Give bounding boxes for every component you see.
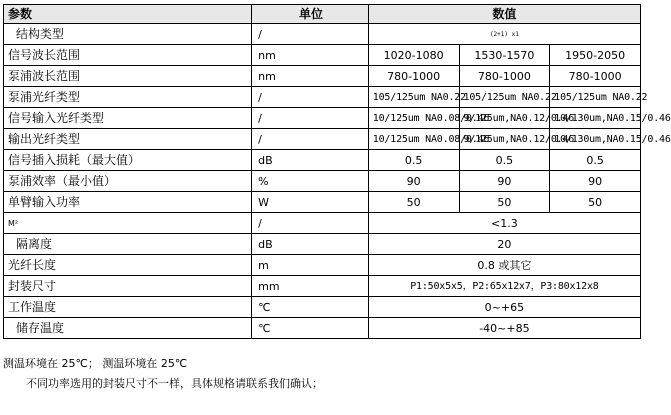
table-row [4, 45, 641, 66]
row-label: 光纤长度 [4, 255, 252, 276]
row-unit: / [252, 108, 369, 129]
table-row [4, 213, 641, 234]
row-unit: % [252, 171, 369, 192]
row-label: 信号插入损耗（最大值） [4, 150, 252, 171]
table-row [4, 234, 641, 255]
row-value: 0.5 [459, 150, 550, 171]
row-label: 隔离度 [4, 234, 252, 255]
row-value: (2+1) x1 [368, 24, 640, 45]
row-value: 780-1000 [368, 66, 459, 87]
table-row [4, 87, 641, 108]
row-unit: nm [252, 45, 369, 66]
row-unit: / [252, 129, 369, 150]
row-value: 90 [550, 171, 641, 192]
row-unit: / [252, 24, 369, 45]
row-value: 780-1000 [550, 66, 641, 87]
table-row [4, 255, 641, 276]
row-value: <1.3 [368, 213, 640, 234]
row-value: 0.5 [368, 150, 459, 171]
footnote-1: 测温环境在 25℃； 测温环境在 25℃ [3, 357, 188, 370]
row-unit: dB [252, 234, 369, 255]
row-label: 泵浦波长范围 [4, 66, 252, 87]
row-value: P1:50x5x5，P2:65x12x7，P3:80x12x8 [368, 276, 640, 297]
row-label: 封装尺寸 [4, 276, 252, 297]
table-row [4, 192, 641, 213]
row-value: 10/125um NA0.08/0.46 [368, 129, 459, 150]
row-unit: W [252, 192, 369, 213]
row-value: 780-1000 [459, 66, 550, 87]
header-unit: 单位 [252, 5, 369, 24]
row-value: 105/125um NA0.22 [459, 87, 550, 108]
row-label: 泵浦光纤类型 [4, 87, 252, 108]
row-unit: ℃ [252, 297, 369, 318]
row-value: 10/130um,NA0.15/0.46 [550, 129, 641, 150]
table-row [4, 108, 641, 129]
row-value: 105/125um NA0.22 [368, 87, 459, 108]
row-unit: / [252, 87, 369, 108]
table-row [4, 66, 641, 87]
row-value: 90 [368, 171, 459, 192]
row-unit: mm [252, 276, 369, 297]
row-label: 信号输入光纤类型 [4, 108, 252, 129]
row-label: 单臂输入功率 [4, 192, 252, 213]
row-value: 20 [368, 234, 640, 255]
row-value: 1020-1080 [368, 45, 459, 66]
row-value: 105/125um NA0.22 [550, 87, 641, 108]
row-unit: dB [252, 150, 369, 171]
row-label: 输出光纤类型 [4, 129, 252, 150]
row-value: 0~+65 [368, 297, 640, 318]
header-row [4, 5, 641, 24]
row-value: 50 [459, 192, 550, 213]
table-row [4, 171, 641, 192]
table-row [4, 24, 641, 45]
row-label: 信号波长范围 [4, 45, 252, 66]
spec-table [3, 4, 671, 339]
row-label: 储存温度 [4, 318, 252, 339]
row-unit: ℃ [252, 318, 369, 339]
row-label: 结构类型 [4, 24, 252, 45]
row-value: 90 [459, 171, 550, 192]
row-value: 9/125um,NA0.12/0.46 [459, 108, 550, 129]
row-value: 10/125um NA0.08/0.46 [368, 108, 459, 129]
row-value: 0.8 或其它 [368, 255, 640, 276]
row-label: 泵浦效率（最小值） [4, 171, 252, 192]
row-value: 10/130um,NA0.15/0.46 [550, 108, 641, 129]
table-row [4, 150, 641, 171]
table-row [4, 297, 641, 318]
table-row [4, 276, 641, 297]
row-unit: m [252, 255, 369, 276]
row-value: 1530-1570 [459, 45, 550, 66]
row-value: 1950-2050 [550, 45, 641, 66]
footnote-2: 不同功率选用的封装尺寸不一样，具体规格请联系我们确认； [26, 377, 323, 390]
row-unit: nm [252, 66, 369, 87]
table-row [4, 318, 641, 339]
row-label: 工作温度 [4, 297, 252, 318]
header-param: 参数 [4, 5, 252, 24]
row-value: 9/125um,NA0.12/0.46 [459, 129, 550, 150]
row-unit: / [252, 213, 369, 234]
table-row [4, 129, 641, 150]
row-value: -40~+85 [368, 318, 640, 339]
row-label: M² [4, 213, 252, 234]
row-value: 0.5 [550, 150, 641, 171]
row-value: 50 [368, 192, 459, 213]
header-value: 数值 [368, 5, 640, 24]
row-value: 50 [550, 192, 641, 213]
